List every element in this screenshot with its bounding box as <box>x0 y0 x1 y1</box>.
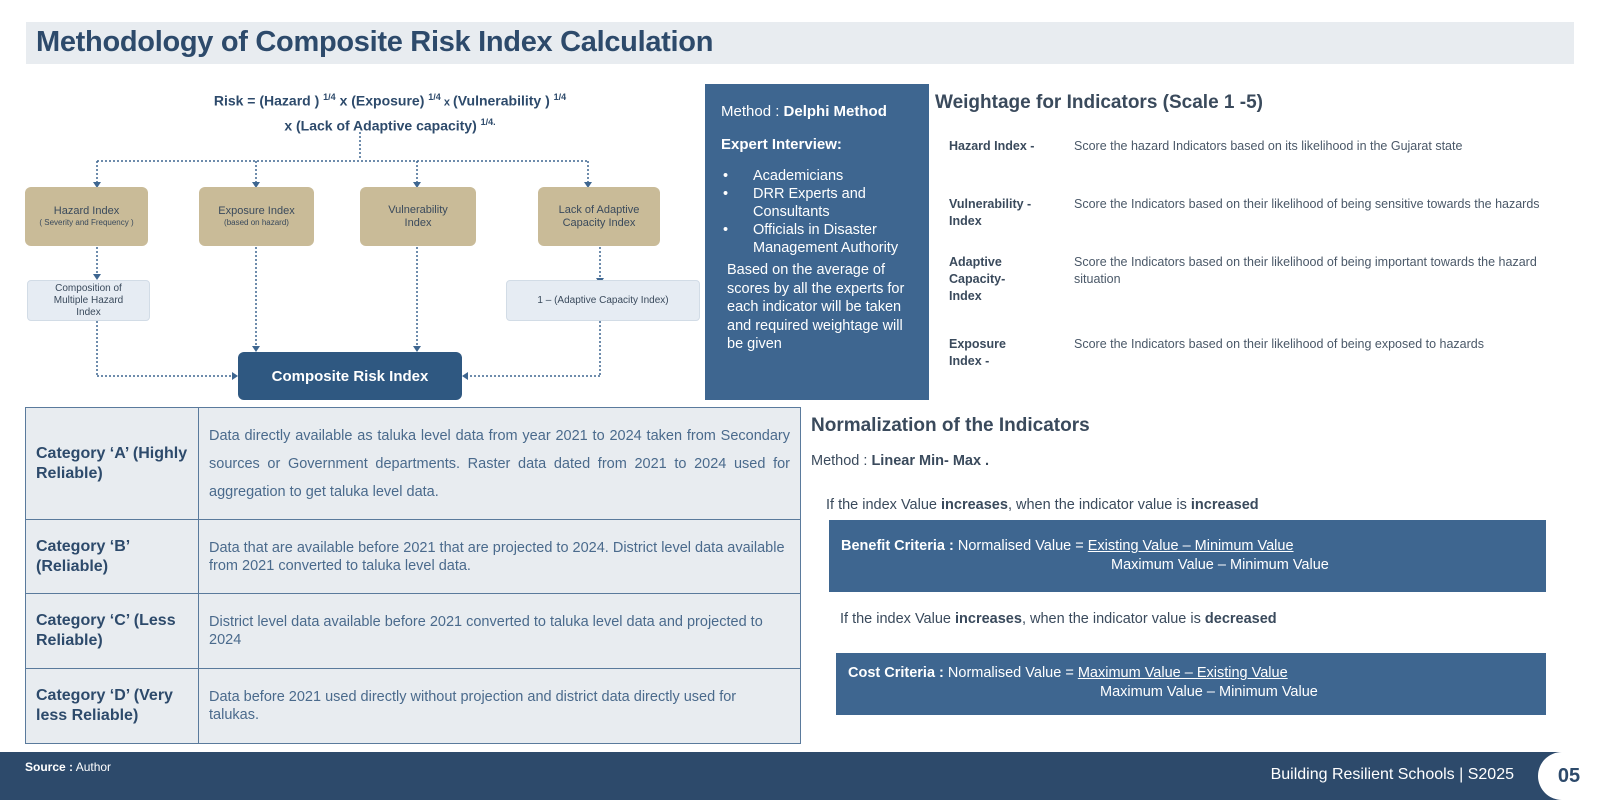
formula-risk: Risk = (Hazard ) <box>213 92 320 109</box>
category-name: Category ‘A’ (Highly Reliable) <box>26 408 199 520</box>
expert-item: • DRR Experts and Consultants <box>721 185 913 221</box>
formula-x: x <box>440 96 454 109</box>
normalization-method <box>811 453 989 469</box>
weightage-text: Score the hazard Indicators based on its likelihood in the Gujarat state <box>1074 139 1463 153</box>
category-desc: Data before 2021 used directly without projection and district data directly used for talukas. <box>199 669 801 744</box>
weightage-title: Weightage for Indicators (Scale 1 -5) <box>935 92 1264 113</box>
benefit-label: Benefit Criteria : <box>841 538 958 554</box>
source-note <box>25 760 111 774</box>
cost-denominator: Maximum Value – Minimum Value <box>1100 684 1318 700</box>
table-row <box>26 408 801 520</box>
formula-adaptive: x (Lack of Adaptive capacity) <box>284 117 477 134</box>
cost-criteria-box <box>836 653 1546 715</box>
condition-text: , when the indicator value is <box>1007 497 1191 513</box>
delphi-method-label: Method : <box>721 103 784 120</box>
condition-bold: increased <box>1190 497 1259 513</box>
category-desc: Data that are available before 2021 that are projected to 2024. District level data available from 2021 converted to taluka level data. <box>199 520 801 594</box>
table-row <box>26 669 801 744</box>
weightage-label: Exposure Index - <box>949 337 1006 368</box>
cost-condition <box>840 611 1277 627</box>
cost-eq: Normalised Value = <box>947 665 1078 681</box>
category-name: Category ‘B’ (Reliable) <box>26 520 199 594</box>
benefit-formula <box>841 538 1294 554</box>
composition-node: Composition of Multiple Hazard Index <box>27 280 150 321</box>
weightage-label: Vulnerability - Index <box>949 197 1032 228</box>
table-row <box>26 520 801 594</box>
risk-formula <box>140 88 640 135</box>
formula-exp-vuln: 1/4 <box>553 92 567 102</box>
category-name: Category ‘D’ (Very less Reliable) <box>26 669 199 744</box>
data-category-table <box>25 407 801 744</box>
weightage-text: Score the Indicators based on their likelihood of being exposed to hazards <box>1074 337 1484 351</box>
cost-label: Cost Criteria : <box>848 665 948 681</box>
condition-bold: increases <box>941 497 1008 513</box>
lack-adaptive-line1: Lack of Adaptive <box>558 203 640 216</box>
lack-adaptive-node <box>538 187 660 246</box>
formula-vulnerability: (Vulnerability ) <box>453 92 554 109</box>
formula-exp-end: 1/4. <box>480 116 496 127</box>
expert-item: • Officials in Disaster Management Authority <box>721 221 913 257</box>
weightage-label: Hazard Index - <box>949 139 1035 153</box>
category-name: Category ‘C’ (Less Reliable) <box>26 594 199 669</box>
condition-bold: increases <box>955 611 1022 627</box>
weightage-label: Adaptive Capacity- Index <box>949 255 1006 303</box>
vulnerability-line1: Vulnerability <box>388 203 448 216</box>
formula-exposure: x (Exposure) <box>335 92 425 109</box>
delphi-method-panel <box>705 84 929 400</box>
expert-interview-label: Expert Interview: <box>721 136 842 153</box>
normalization-title: Normalization of the Indicators <box>811 415 1090 436</box>
weightage-text: Score the Indicators based on their likelihood of being sensitive towards the hazards <box>1074 197 1540 211</box>
hazard-index-title: Hazard Index <box>53 205 120 217</box>
condition-text: If the index Value <box>840 611 956 627</box>
page-number: 05 <box>1538 752 1600 800</box>
category-desc: Data directly available as taluka level data from year 2021 to 2024 taken from Secondary sources or Government departments. Raster data dated from 2021 to 2024 used for aggregation to get taluka level data. <box>199 408 801 520</box>
vulnerability-index-node <box>360 187 476 246</box>
benefit-numerator: Existing Value – Minimum Value <box>1087 538 1294 554</box>
vulnerability-line2: Index <box>404 216 432 229</box>
weightage-text: Score the Indicators based on their likelihood of being important towards the hazard situation <box>1074 255 1537 286</box>
hazard-index-sub: ( Severity and Frequency ) <box>39 218 134 227</box>
cost-formula <box>848 665 1288 681</box>
exposure-index-title: Exposure Index <box>218 205 295 217</box>
table-row <box>26 594 801 669</box>
expert-list <box>721 167 913 257</box>
source-label: Source : <box>25 760 74 774</box>
formula-exp-exposure: 1/4 <box>428 92 441 102</box>
benefit-condition <box>826 497 1259 513</box>
hazard-index-node <box>25 187 148 246</box>
adaptive-inverse-node: 1 – (Adaptive Capacity Index) <box>506 280 700 321</box>
page-title: Methodology of Composite Risk Index Calculation <box>36 26 714 58</box>
source-value: Author <box>73 760 112 774</box>
expert-item: • Academicians <box>721 167 913 185</box>
condition-text: , when the indicator value is <box>1021 611 1205 627</box>
benefit-criteria-box <box>829 520 1546 592</box>
benefit-eq: Normalised Value = <box>957 538 1088 554</box>
formula-exp-hazard: 1/4 <box>323 92 336 102</box>
normalization-method-label: Method : <box>811 453 872 469</box>
benefit-denominator: Maximum Value – Minimum Value <box>1111 557 1329 573</box>
composite-risk-index-node: Composite Risk Index <box>238 352 462 400</box>
condition-bold: decreased <box>1204 611 1277 627</box>
condition-text: If the index Value <box>826 497 942 513</box>
delphi-average-text: Based on the average of scores by all the experts for each indicator will be taken and required weightage will be given <box>727 262 905 352</box>
delphi-method <box>721 102 913 122</box>
footer-bar <box>0 752 1600 800</box>
cost-numerator: Maximum Value – Existing Value <box>1077 665 1288 681</box>
normalization-method-value: Linear Min- Max . <box>871 453 990 469</box>
lack-adaptive-line2: Capacity Index <box>562 216 636 229</box>
exposure-index-sub: (based on hazard) <box>224 218 289 227</box>
delphi-method-value: Delphi Method <box>783 103 887 120</box>
exposure-index-node <box>199 187 314 246</box>
brand-text: Building Resilient Schools | S2025 <box>1270 766 1514 783</box>
category-desc: District level data available before 2021 converted to taluka level data and projected to 2024 <box>199 594 801 669</box>
